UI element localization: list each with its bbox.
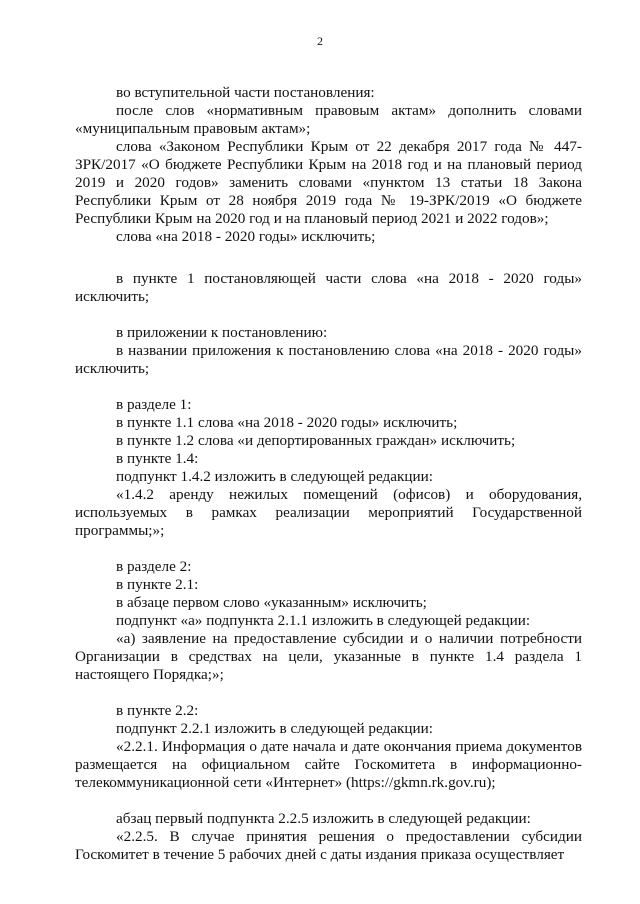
paragraph-point-1-2: в пункте 1.2 слова «и депортированных граждан» исключить; [116,432,516,449]
paragraph-subpoint-a: подпункт «а» подпункта 2.1.1 изложить в следующей редакции: [116,612,531,629]
paragraph-first-abzac: в абзаце первом слово «указанным» исключить; [116,594,427,611]
paragraph-exclude-years: слова «на 2018 - 2020 годы» исключить; [116,228,376,245]
paragraph-subpoint-a-text: «а) заявление на предоставление субсидии и о наличии потребности Организации в средствах на цели, указанные в пункте 1.4 раздела 1 настоящего Порядка;»; [75,630,582,683]
paragraph-replace-law: слова «Законом Республики Крым от 22 декабря 2017 года № 447-ЗРК/2017 «О бюджете Республики Крым на 2018 год и на плановый период 2019 и 2020 годов» заменить словами «пунктом 13 статьи 18 Закона Республики Крым от 28 ноября 2019 года № 19-ЗРК/2019 «О бюджете Республики Крым на 2020 год и на плановый период 2021 и 2022 годов»; [75,138,582,227]
paragraph-intro-section: во вступительной части постановления: [116,84,375,101]
paragraph-point-1-1: в пункте 1.1 слова «на 2018 - 2020 годы» исключить; [116,414,458,431]
paragraph-subpoint-2-2-5: абзац первый подпункта 2.2.5 изложить в следующей редакции: [116,810,531,827]
paragraph-subpoint-2-2-1-text: «2.2.1. Информация о дате начала и дате окончания приема документов размещается на официальном сайте Госкомитета в информационно-телекоммуникационной сети «Интернет» (https://gkmn.rk.gov.ru); [75,738,582,791]
paragraph-appendix: в приложении к постановлению: [116,324,328,341]
page-number: 2 [317,34,323,48]
paragraph-subpoint-2-2-1: подпункт 2.2.1 изложить в следующей редакции: [116,720,433,737]
paragraph-section-2: в разделе 2: [116,558,192,575]
paragraph-subpoint-1-4-2: подпункт 1.4.2 изложить в следующей редакции: [116,468,433,485]
document-body [75,84,582,864]
paragraph-appendix-title: в названии приложения к постановлению слова «на 2018 - 2020 годы» исключить; [75,342,582,377]
paragraph-point-2-2: в пункте 2.2: [116,702,199,719]
paragraph-point-1-4: в пункте 1.4: [116,450,199,467]
paragraph-after-words: после слов «нормативным правовым актам» дополнить словами «муниципальным правовым актам»; [75,102,582,137]
paragraph-subpoint-1-4-2-text: «1.4.2 аренду нежилых помещений (офисов) и оборудования, используемых в рамках реализации мероприятий Государственной программы;»; [75,486,582,539]
paragraph-section-1: в разделе 1: [116,396,192,413]
paragraph-point-1: в пункте 1 постановляющей части слова «на 2018 - 2020 годы» исключить; [75,270,582,305]
paragraph-point-2-1: в пункте 2.1: [116,576,199,593]
paragraph-subpoint-2-2-5-text: «2.2.5. В случае принятия решения о предоставлении субсидии Госкомитет в течение 5 рабочих дней с даты издания приказа осуществляет [75,828,582,863]
